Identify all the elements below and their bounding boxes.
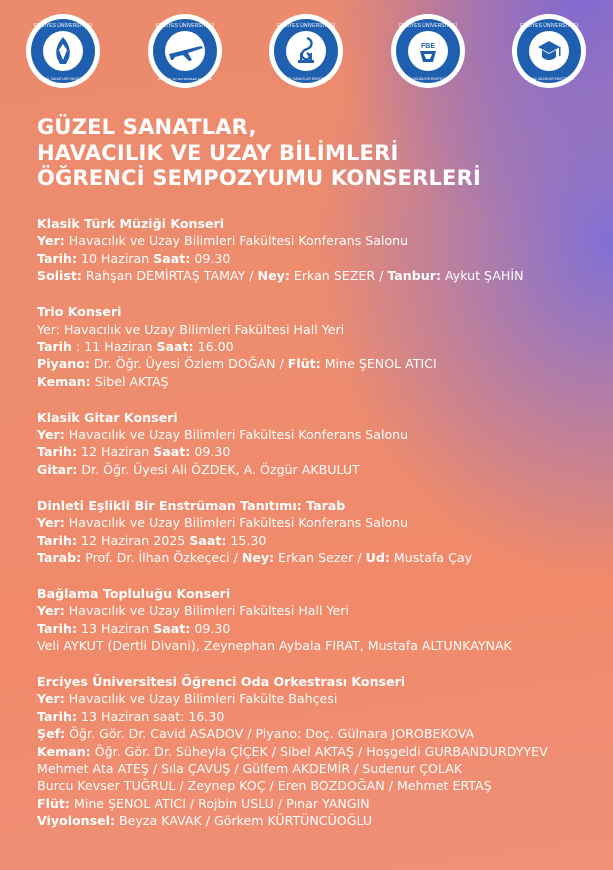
detail-value: 10 Haziran <box>77 250 154 266</box>
concert-event <box>37 673 597 830</box>
detail-label: Yer: <box>37 233 65 249</box>
detail-value: 16.00 <box>193 338 234 354</box>
concert-detail-line <box>37 620 597 637</box>
detail-label: Yer: <box>37 691 65 707</box>
detail-value: Mustafa Çay <box>389 550 473 565</box>
concert-detail-line <box>37 760 597 777</box>
concert-detail-line <box>37 321 597 338</box>
concert-detail-line <box>37 812 597 829</box>
logo-havacilik-fakultesi <box>148 14 222 88</box>
science-seal-icon <box>391 14 465 88</box>
detail-value: : 11 Haziran <box>71 338 157 354</box>
concert-detail-line <box>37 602 597 619</box>
page-title <box>37 115 481 192</box>
logo-guzel-sanatlar-fakultesi <box>26 14 100 88</box>
concert-event <box>37 215 597 285</box>
detail-value: Beyza KAVAK / Görkem KÜRTÜNCÜOĞLU <box>115 813 373 829</box>
detail-value: Mine ŞENOL ATICI <box>320 356 437 372</box>
concert-event <box>37 585 597 655</box>
detail-label: Ney: <box>241 550 275 565</box>
concert-detail-line <box>37 338 597 355</box>
concert-title: Klasik Gitar Konseri <box>37 409 178 425</box>
logo-row <box>26 14 586 88</box>
detail-label: Viyolonsel: <box>37 813 116 829</box>
detail-label: Tarih: <box>37 532 77 548</box>
logo-sosyal-bilimler-enstitusu <box>512 14 586 88</box>
detail-label: Flüt: <box>37 795 70 811</box>
concert-detail-line <box>37 514 597 531</box>
detail-value: 12 Haziran 2025 <box>77 532 190 548</box>
concert-detail-line <box>37 461 597 478</box>
detail-value: Sibel AKTAŞ <box>90 373 169 389</box>
logo-guzel-sanatlar-enstitusu <box>269 14 343 88</box>
detail-value: Erkan Sezer / <box>274 550 366 565</box>
detail-value: 15.30 <box>226 532 267 548</box>
title-line-2: HAVACILIK VE UZAY BİLİMLERİ <box>37 140 399 165</box>
detail-label: Tarih: <box>37 708 77 724</box>
detail-label: Flüt: <box>287 356 321 372</box>
detail-label: Ud: <box>365 550 390 565</box>
detail-label: Saat: <box>153 620 191 636</box>
concert-detail-line <box>37 373 597 390</box>
logo-arc-text-3: ERCİYES ÜNİVERSİTESİ <box>276 23 336 29</box>
concert-detail-line <box>37 795 597 812</box>
detail-value: Öğr. Gör. Dr. Süheyla ÇİÇEK / Sibel AKTAŞ / Hoşgeldi GURBANDURDYYEV <box>90 743 548 759</box>
detail-value: 13 Haziran saat: 16.30 <box>77 708 225 724</box>
concert-title: Bağlama Topluluğu Konseri <box>37 585 231 601</box>
detail-label: Saat: <box>153 250 191 266</box>
logo-arc-text-5: ERCİYES ÜNİVERSİTESİ <box>519 23 579 29</box>
concert-title: Klasik Türk Müziği Konseri <box>37 216 225 231</box>
logo-bottom-text-2: HAVACILIK VE UZAY BİLİMLERİ FAKÜLTESİ <box>157 78 212 81</box>
detail-value: Havacılık ve Uzay Bilimleri Fakültesi Hall Yeri <box>64 603 349 619</box>
airplane-seal-icon <box>148 14 222 88</box>
social-seal-icon <box>512 14 586 88</box>
concert-detail-line <box>37 777 597 794</box>
detail-label: Saat: <box>189 532 227 548</box>
logo-bottom-text-5: SOSYAL BİLİMLER ENSTİTÜSÜ <box>524 77 574 81</box>
logo-bottom-text-1: GÜZEL SANATLAR FAKÜLTESİ <box>38 77 88 81</box>
concert-detail-line <box>37 690 597 707</box>
detail-label: Şef: <box>37 726 66 742</box>
detail-value: Havacılık ve Uzay Bilimleri Fakültesi Konferans Salonu <box>64 515 409 531</box>
detail-label: Tarih: <box>37 620 77 636</box>
detail-value: Rahşan DEMİRTAŞ TAMAY / <box>81 268 258 284</box>
detail-value: Öğr. Gör. Dr. Cavid ASADOV / Piyano: Doç. Gülnara JOROBEKOVA <box>65 726 475 742</box>
detail-label: Keman: <box>37 743 91 759</box>
detail-label: Solist: <box>37 268 82 284</box>
concert-detail-line <box>37 637 597 654</box>
detail-label: Tarab: <box>37 550 82 565</box>
detail-label: Keman: <box>37 373 91 389</box>
detail-label: Tarih: <box>37 250 77 266</box>
concert-title: Trio Konseri <box>37 304 122 320</box>
concert-detail-line <box>37 532 597 549</box>
university-seal-icon <box>26 14 100 88</box>
concert-detail-line <box>37 443 597 460</box>
detail-label: Ney: <box>257 268 290 284</box>
concert-detail-line <box>37 232 597 249</box>
detail-value: Havacılık ve Uzay Bilimleri Fakültesi Konferans Salonu <box>64 427 409 443</box>
concert-event <box>37 497 597 567</box>
detail-value: Yer: Havacılık ve Uzay Bilimleri Fakültesi Hall Yeri <box>37 321 345 337</box>
detail-value: 13 Haziran <box>77 620 154 636</box>
concert-detail-line <box>37 725 597 742</box>
title-line-1: GÜZEL SANATLAR, <box>37 115 257 139</box>
music-seal-icon <box>269 14 343 88</box>
concert-event <box>37 409 597 479</box>
detail-label: Yer: <box>37 427 65 443</box>
detail-value: Havacılık ve Uzay Bilimleri Fakülte Bahçesi <box>64 691 338 707</box>
detail-label: Saat: <box>153 444 191 460</box>
detail-value: Dr. Öğr. Üyesi Özlem DOĞAN / <box>89 356 288 372</box>
concert-list <box>37 215 597 830</box>
detail-value: 09.30 <box>190 620 231 636</box>
detail-label: Gitar: <box>37 461 78 477</box>
concert-detail-line <box>37 355 597 372</box>
detail-value: Aykut ŞAHİN <box>441 268 524 284</box>
concert-detail-line <box>37 743 597 760</box>
concert-title: Dinleti Eşlikli Bir Enstrüman Tanıtımı: Tarab <box>37 497 346 513</box>
concert-detail-line <box>37 267 597 284</box>
detail-value: 09.30 <box>190 444 231 460</box>
logo-arc-text-1: ERCİYES ÜNİVERSİTESİ <box>33 23 93 29</box>
logo-fen-bilimleri-enstitusu <box>391 14 465 88</box>
detail-value: Mine ŞENOL ATICI / Rojbin USLU / Pınar YANGIN <box>69 795 370 811</box>
detail-value: Erkan SEZER / <box>289 268 388 284</box>
concert-detail-line <box>37 250 597 267</box>
detail-label: Saat: <box>156 338 194 354</box>
detail-value: Mehmet Ata ATEŞ / Sıla ÇAVUŞ / Gülfem AKDEMİR / Sudenur ÇOLAK <box>37 761 463 777</box>
detail-value: Veli AYKUT (Dertli Divani), Zeynephan Aybala FIRAT, Mustafa ALTUNKAYNAK <box>37 638 512 654</box>
detail-value: Havacılık ve Uzay Bilimleri Fakültesi Konferans Salonu <box>64 233 409 249</box>
concert-event <box>37 303 597 390</box>
title-line-3: ÖĞRENCİ SEMPOZYUMU KONSERLERİ <box>37 166 481 190</box>
concert-detail-line <box>37 708 597 725</box>
logo-arc-text-2: ERCİYES ÜNİVERSİTESİ <box>155 23 214 29</box>
detail-value: Dr. Öğr. Üyesi Ali ÖZDEK, A. Özgür AKBULUT <box>77 461 360 477</box>
detail-value: Prof. Dr. İlhan Özkeçeci / <box>81 550 242 565</box>
detail-value: 12 Haziran <box>77 444 154 460</box>
logo-bottom-text-3: GÜZEL SANATLAR ENSTİTÜSÜ <box>281 77 331 81</box>
logo-arc-text-4: ERCİYES ÜNİVERSİTESİ <box>398 23 457 29</box>
detail-value: 09.30 <box>190 250 231 266</box>
detail-label: Tanbur: <box>387 268 441 284</box>
logo-bottom-text-4: FEN BİLİMLERİ ENSTİTÜSÜ <box>405 77 450 81</box>
detail-label: Piyano: <box>37 356 90 372</box>
detail-label: Tarih: <box>37 444 77 460</box>
concert-title: Erciyes Üniversitesi Öğrenci Oda Orkestrası Konseri <box>37 674 406 690</box>
concert-detail-line <box>37 426 597 443</box>
detail-label: Yer: <box>37 515 65 531</box>
detail-label: Tarih <box>37 338 72 354</box>
svg-text:FBE: FBE <box>420 43 435 50</box>
concert-detail-line <box>37 549 597 566</box>
detail-value: Burcu Kevser TUĞRUL / Zeynep KOÇ / Eren BOZDOĞAN / Mehmet ERTAŞ <box>37 778 492 794</box>
detail-label: Yer: <box>37 603 65 619</box>
